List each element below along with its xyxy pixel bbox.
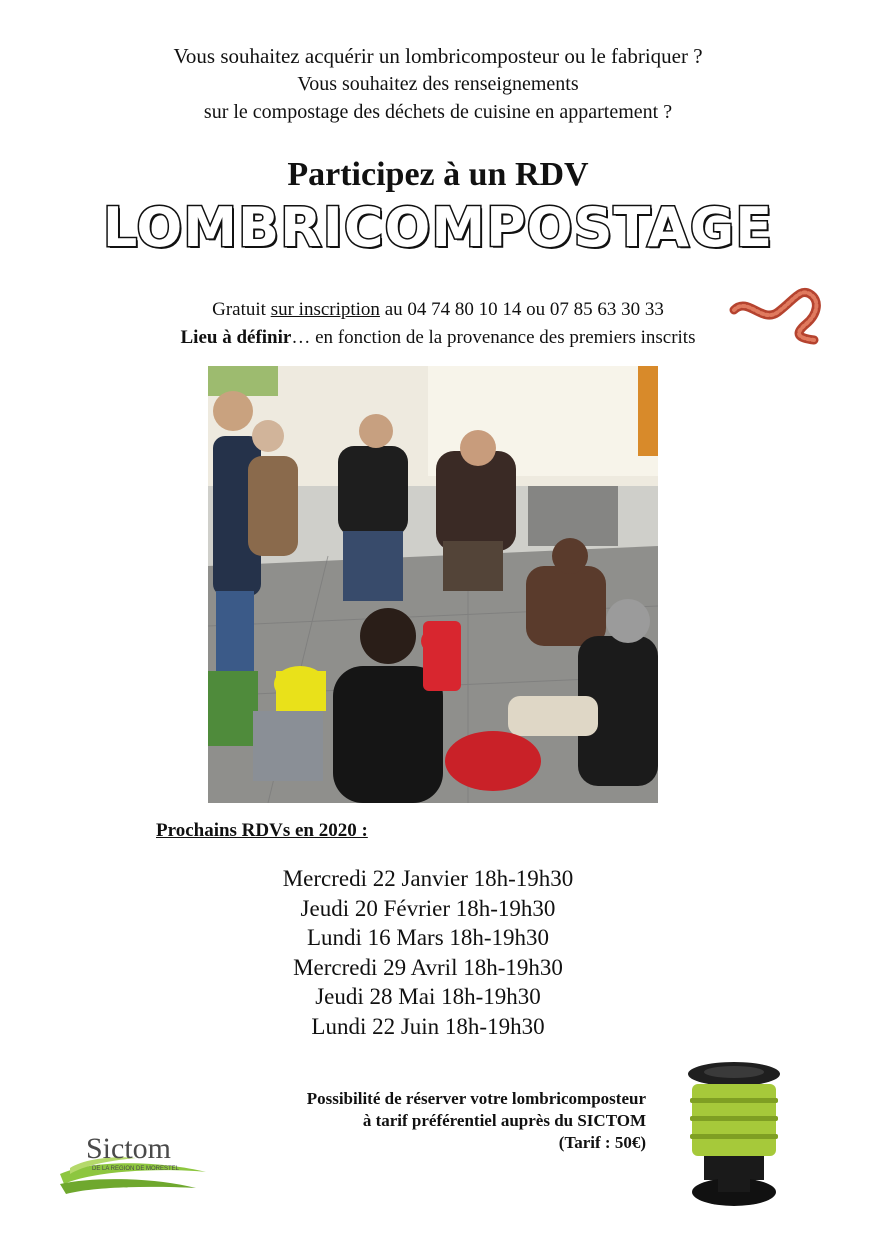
- date-list: [0, 864, 856, 1041]
- date-item: Mercredi 22 Janvier 18h-19h30: [282, 866, 574, 891]
- sictom-logo: [56, 1128, 216, 1200]
- title-lombricompostage: LOMBRICOMPOSTAGE: [102, 196, 774, 259]
- intro-text: [0, 42, 876, 126]
- rdv-title: Prochains RDVs en 2020 :: [156, 820, 368, 841]
- workshop-photo: [208, 366, 658, 803]
- date-item: Lundi 22 Juin 18h-19h30: [311, 1013, 545, 1039]
- date-item: Mercredi 29 Avril 18h-19h30: [293, 954, 563, 980]
- intro-line-2: Vous souhaitez des renseignements: [297, 73, 579, 95]
- location-line: Lieu à définir… en fonction de la provenance des premiers inscrits: [180, 327, 696, 348]
- registration-line: Gratuit sur inscription au 04 74 80 10 14 ou 07 85 63 30 33: [212, 299, 664, 320]
- logo-name: Sictom: [86, 1132, 172, 1165]
- inscription-link: sur inscription: [270, 299, 380, 320]
- location-label: Lieu à définir: [180, 327, 292, 348]
- intro-line-1: Vous souhaitez acquérir un lombricomposteur ou le fabriquer ?: [173, 44, 703, 68]
- reservation-note: Possibilité de réserver votre lombricomposteur à tarif préférentiel auprès du SICTOM (Tarif : 50€): [306, 1089, 646, 1152]
- logo-subtitle: DE LA REGION DE MORESTEL: [92, 1166, 180, 1172]
- headline: Participez à un RDV: [287, 156, 589, 193]
- date-item: Jeudi 20 Février 18h-19h30: [300, 895, 556, 921]
- date-item: Jeudi 28 Mai 18h-19h30: [315, 984, 541, 1009]
- earthworm-icon: [728, 266, 828, 346]
- date-item: Lundi 16 Mars 18h-19h30: [306, 925, 550, 950]
- lombricomposteur-icon: [682, 1058, 792, 1214]
- intro-line-3: sur le compostage des déchets de cuisine en appartement ?: [203, 101, 673, 123]
